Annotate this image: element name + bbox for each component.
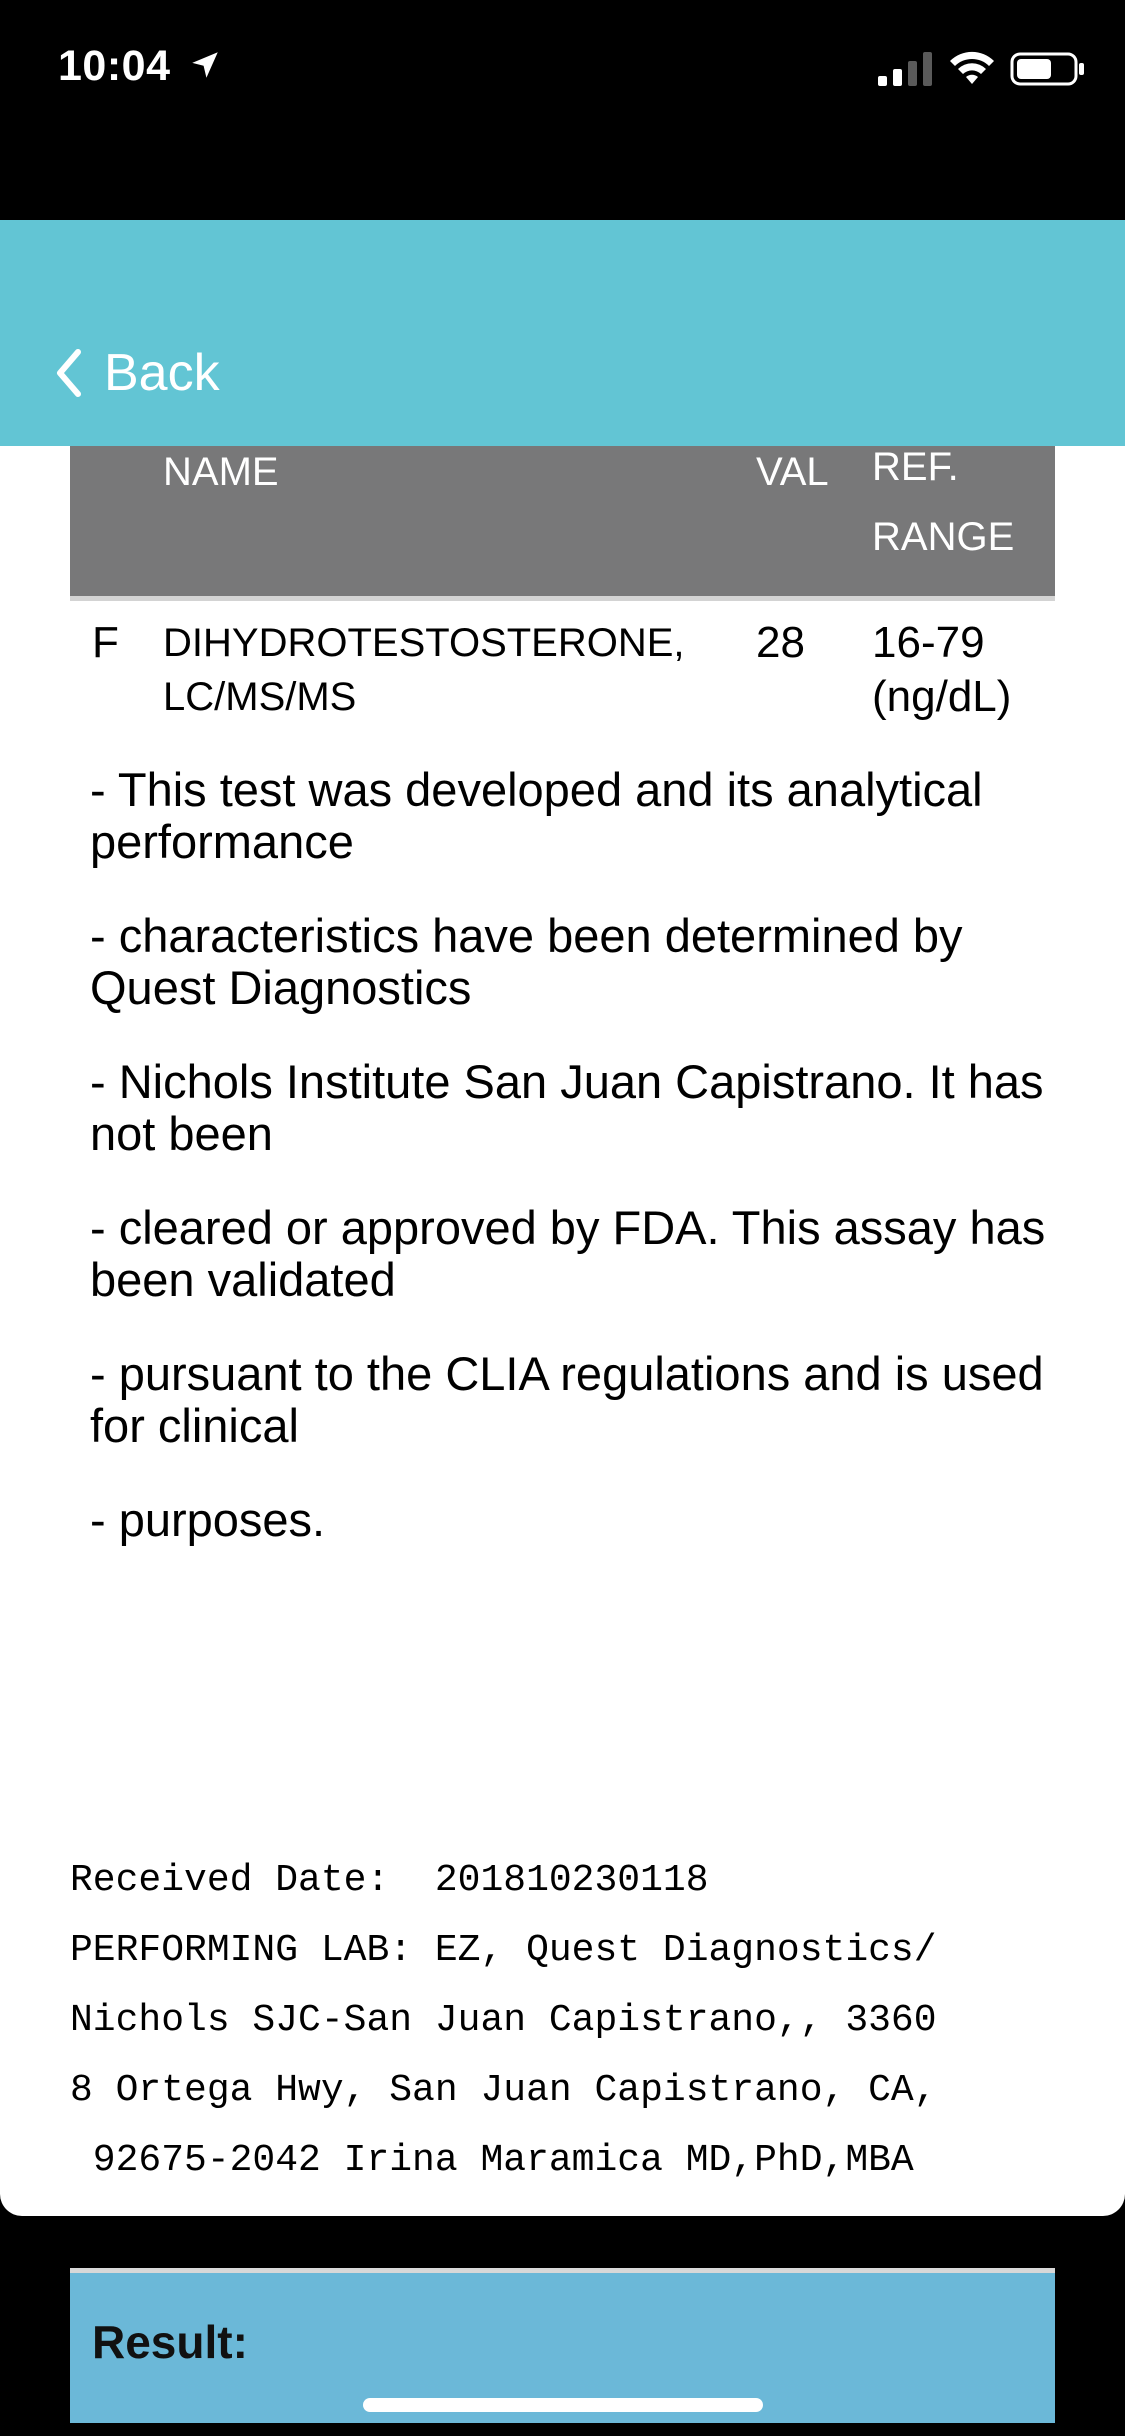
note-line: - purposes. xyxy=(90,1493,326,1546)
nav-header xyxy=(0,220,1125,446)
home-indicator[interactable] xyxy=(363,2398,763,2412)
test-notes xyxy=(90,764,1050,1588)
chevron-left-icon xyxy=(54,348,82,398)
table-row xyxy=(70,616,1055,736)
lab-info-line: PERFORMING LAB: EZ, Quest Diagnostics/ xyxy=(70,1929,937,1972)
location-arrow-icon xyxy=(188,48,222,82)
lab-info-line: Received Date: 201810230118 xyxy=(70,1859,709,1902)
wifi-icon xyxy=(948,48,996,86)
column-header-name: NAME xyxy=(163,450,279,494)
note-line: - Nichols Institute San Juan Capistrano. It has not been xyxy=(90,1055,1044,1160)
note-line: - characteristics have been determined by Quest Diagnostics xyxy=(90,909,963,1014)
column-header-val: VAL xyxy=(756,450,829,494)
lab-info-line: Nichols SJC-San Juan Capistrano,, 3360 xyxy=(70,1999,937,2042)
scroll-content[interactable] xyxy=(0,445,1125,2368)
back-label: Back xyxy=(104,344,220,402)
note-line: - This test was developed and its analytical performance xyxy=(90,763,983,868)
cellular-signal-icon xyxy=(878,52,934,86)
result-label: Result: xyxy=(92,2316,248,2368)
lab-result-sheet xyxy=(0,220,1125,2368)
back-button[interactable] xyxy=(54,338,220,408)
performing-lab-info xyxy=(70,1846,1070,2196)
reference-range: 16-79 (ng/dL) xyxy=(872,618,1012,721)
status-time: 10:04 xyxy=(58,42,171,90)
test-name: DIHYDROTESTOSTERONE, LC/MS/MS xyxy=(163,621,685,719)
note-line: - pursuant to the CLIA regulations and is used for clinical xyxy=(90,1347,1044,1452)
lab-info-line: 8 Ortega Hwy, San Juan Capistrano, CA, xyxy=(70,2069,937,2112)
battery-icon xyxy=(1010,52,1086,86)
result-flag: F xyxy=(92,618,119,667)
table-header xyxy=(70,446,1055,601)
lab-info-line: 92675-2042 Irina Maramica MD,PhD,MBA xyxy=(70,2139,914,2182)
status-bar xyxy=(0,0,1125,140)
column-header-ref-range: REF. RANGE xyxy=(872,445,1015,559)
note-line: - cleared or approved by FDA. This assay has been validated xyxy=(90,1201,1046,1306)
test-value: 28 xyxy=(756,618,805,667)
